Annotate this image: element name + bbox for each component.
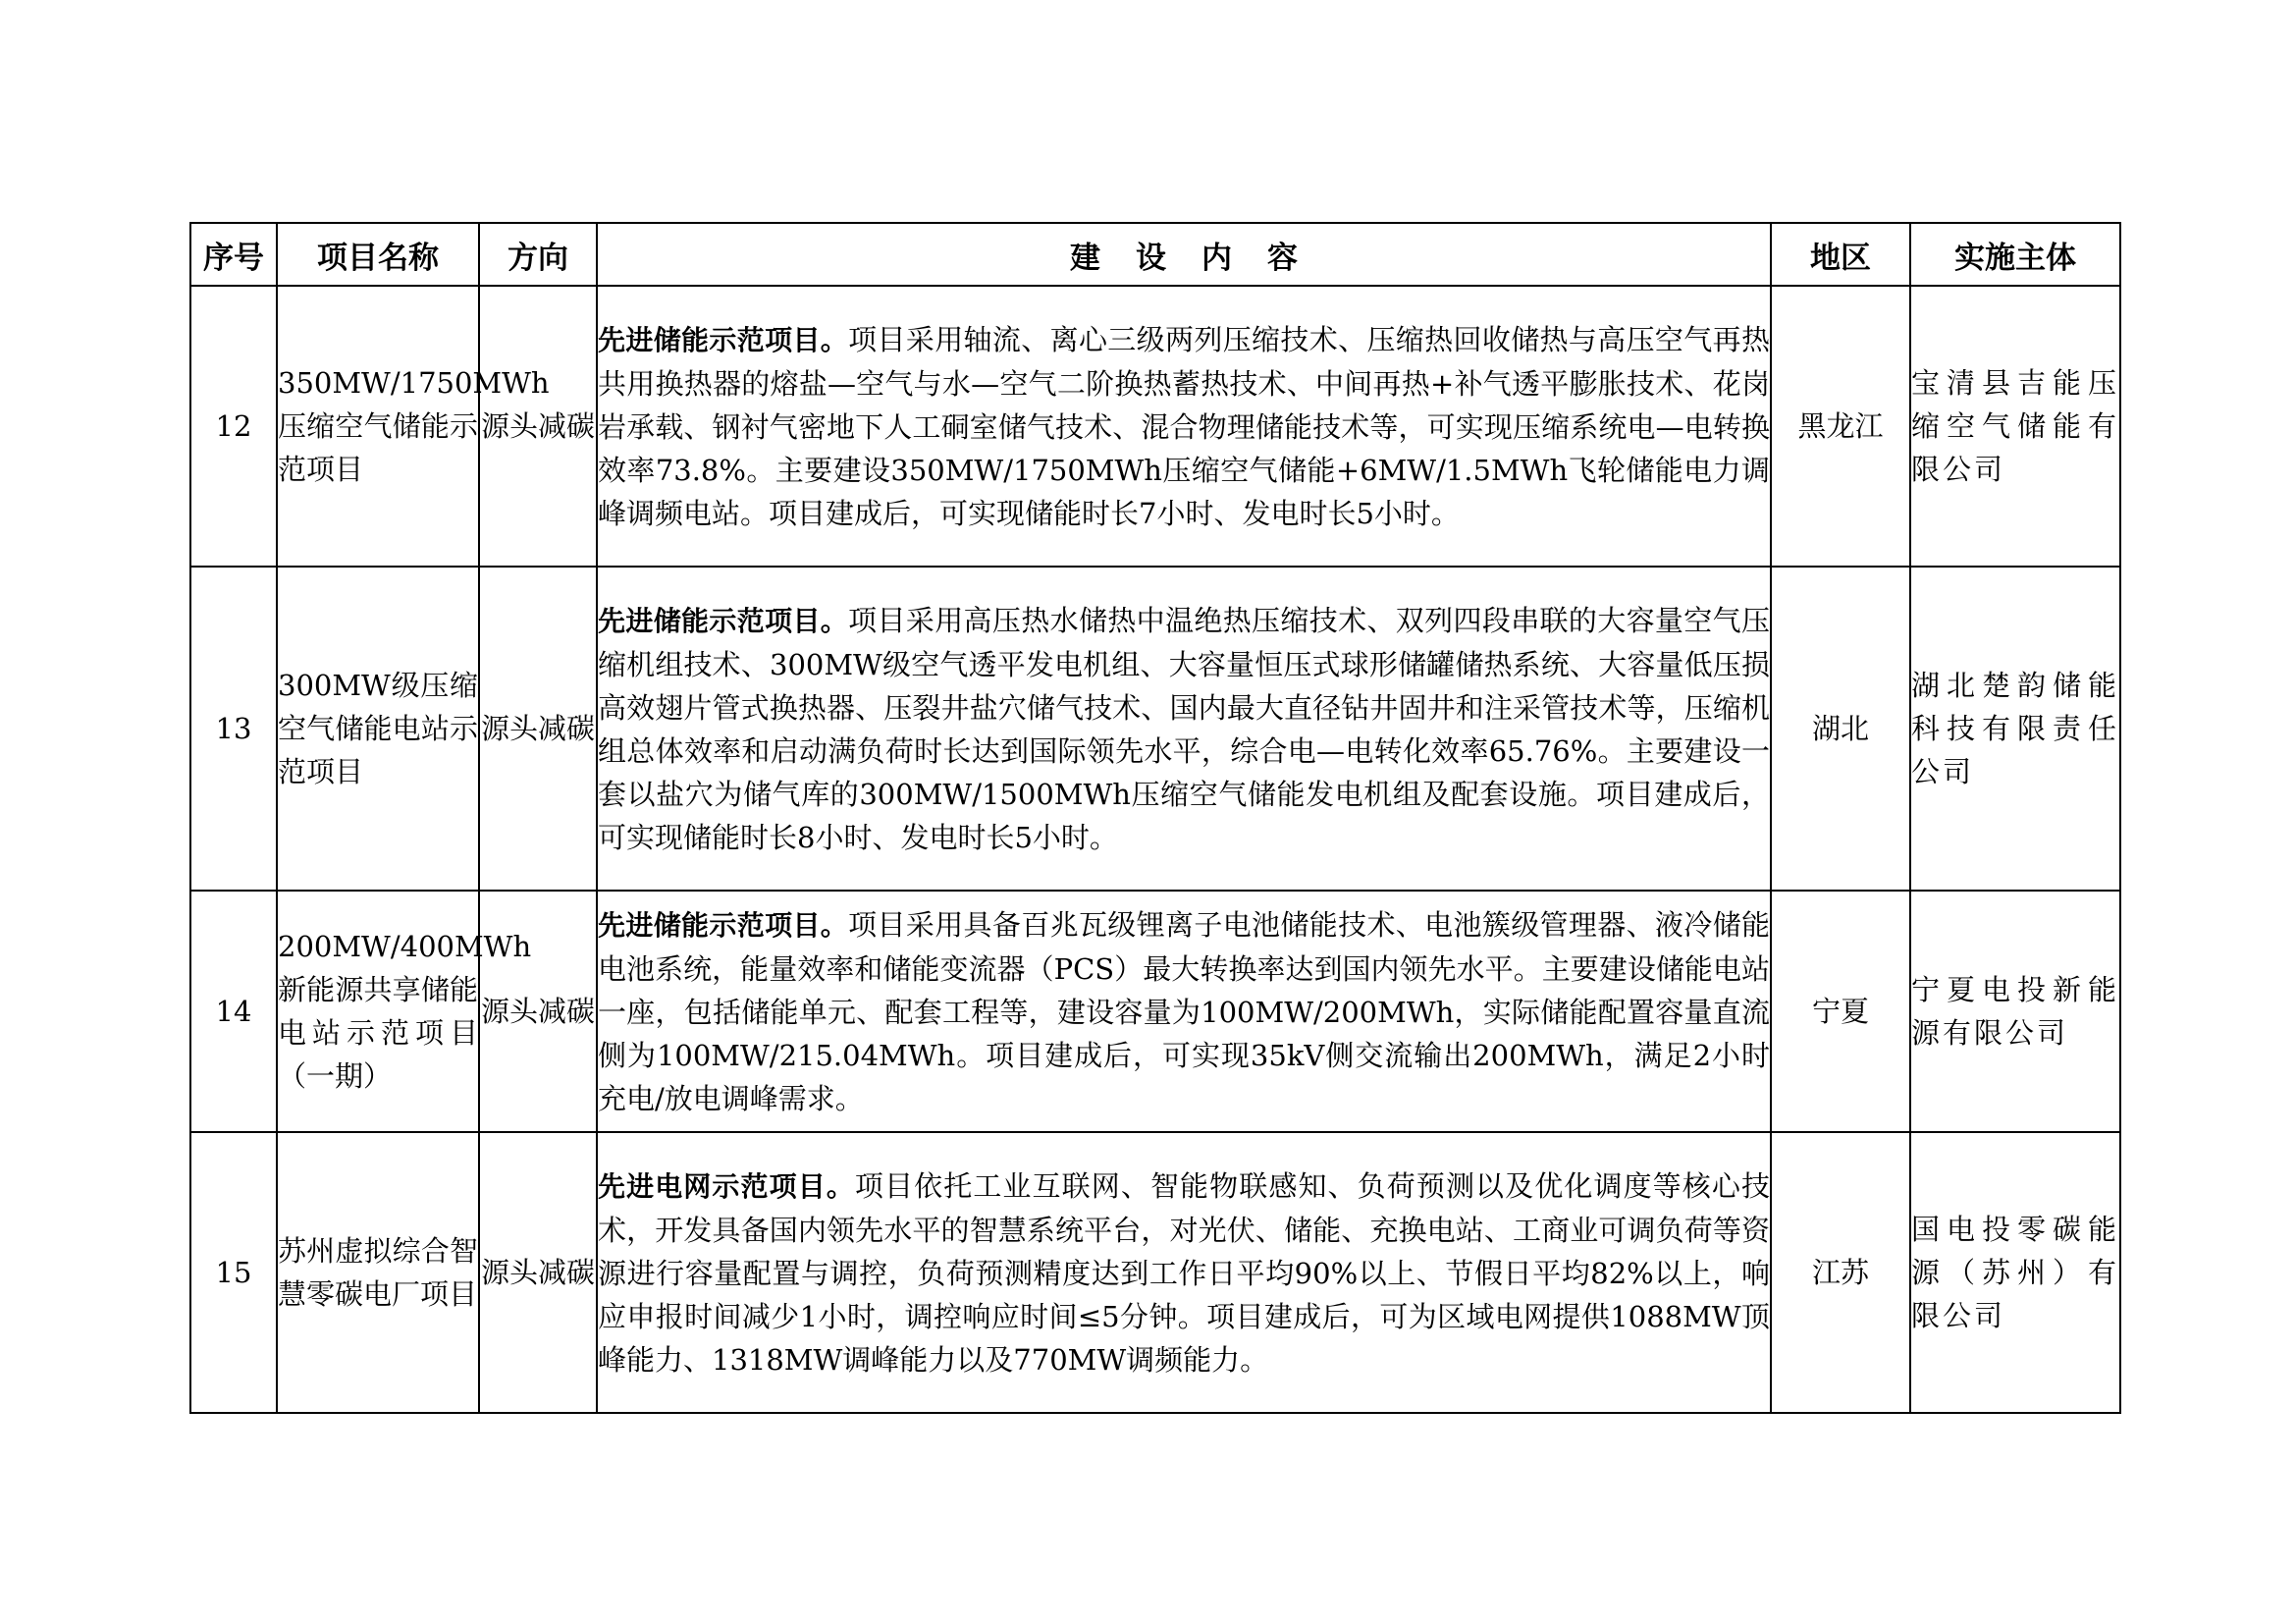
project-direction: 源头减碳 (479, 567, 597, 891)
project-entity: 宝清县吉能压缩空气储能有限公司 (1910, 286, 2120, 567)
table-row (190, 1132, 2120, 1413)
header-name: 项目名称 (277, 223, 479, 286)
project-region: 黑龙江 (1771, 286, 1910, 567)
project-name: 300MW级压缩空气储能电站示范项目 (277, 567, 479, 891)
project-entity: 湖北楚韵储能科技有限责任公司 (1910, 567, 2120, 891)
project-name: 苏州虚拟综合智慧零碳电厂项目 (277, 1132, 479, 1413)
content-text: 项目采用具备百兆瓦级锂离子电池储能技术、电池簇级管理器、液冷储能电池系统，能量效率和储能变流器（PCS）最大转换率达到国内领先水平。主要建设储能电站一座，包括储能单元、配套工程等，建设容量为100MW/200MWh，实际储能配置容量直流侧为100MW/215.04MWh。项目建成后，可实现35kV侧交流输出200MWh，满足2小时充电/放电调峰需求。 (598, 907, 1770, 1115)
table-header-row (190, 223, 2120, 286)
header-region: 地区 (1771, 223, 1910, 286)
content-text: 项目采用高压热水储热中温绝热压缩技术、双列四段串联的大容量空气压缩机组技术、300MW级空气透平发电机组、大容量恒压式球形储罐储热系统、大容量低压损高效翅片管式换热器、压裂井盐穴储气技术、国内最大直径钻井固井和注采管技术等，压缩机组总体效率和启动满负荷时长达到国际领先水平，综合电—电转化效率65.76%。主要建设一套以盐穴为储气库的300MW/1500MWh压缩空气储能发电机组及配套设施。项目建成后，可实现储能时长8小时、发电时长5小时。 (598, 603, 1770, 854)
project-name: 350MW/1750MWh压缩空气储能示范项目 (277, 286, 479, 567)
project-region: 宁夏 (1771, 891, 1910, 1132)
project-region: 湖北 (1771, 567, 1910, 891)
content-text: 项目采用轴流、离心三级两列压缩技术、压缩热回收储热与高压空气再热共用换热器的熔盐—空气与水—空气二阶换热蓄热技术、中间再热+补气透平膨胀技术、花岗岩承载、钢衬气密地下人工硐室储气技术、混合物理储能技术等，可实现压缩系统电—电转换效率73.8%。主要建设350MW/1750MWh压缩空气储能+6MW/1.5MWh飞轮储能电力调峰调频电站。项目建成后，可实现储能时长7小时、发电时长5小时。 (598, 322, 1770, 530)
project-direction: 源头减碳 (479, 891, 597, 1132)
project-table (189, 222, 2121, 1414)
content-text: 项目依托工业互联网、智能物联感知、负荷预测以及优化调度等核心技术，开发具备国内领先水平的智慧系统平台，对光伏、储能、充换电站、工商业可调负荷等资源进行容量配置与调控，负荷预测精度达到工作日平均90%以上、节假日平均82%以上，响应申报时间减少1小时，调控响应时间≤5分钟。项目建成后，可为区域电网提供1088MW顶峰能力、1318MW调峰能力以及770MW调频能力。 (598, 1168, 1770, 1377)
header-direction: 方向 (479, 223, 597, 286)
table-row (190, 567, 2120, 891)
content-lead: 先进电网示范项目。 (598, 1169, 855, 1203)
project-region: 江苏 (1771, 1132, 1910, 1413)
table-row (190, 286, 2120, 567)
project-content (597, 891, 1771, 1132)
table-row (190, 891, 2120, 1132)
header-content: 建设内容 (597, 223, 1771, 286)
content-lead: 先进储能示范项目。 (598, 908, 849, 942)
row-index: 13 (190, 567, 277, 891)
project-entity: 宁夏电投新能源有限公司 (1910, 891, 2120, 1132)
header-entity: 实施主体 (1910, 223, 2120, 286)
content-lead: 先进储能示范项目。 (598, 323, 849, 356)
header-index: 序号 (190, 223, 277, 286)
project-content (597, 567, 1771, 891)
project-entity: 国电投零碳能源（苏州）有限公司 (1910, 1132, 2120, 1413)
row-index: 14 (190, 891, 277, 1132)
content-lead: 先进储能示范项目。 (598, 604, 849, 637)
project-direction: 源头减碳 (479, 1132, 597, 1413)
project-name: 200MW/400MWh新能源共享储能电站示范项目（一期） (277, 891, 479, 1132)
row-index: 12 (190, 286, 277, 567)
project-content (597, 1132, 1771, 1413)
project-direction: 源头减碳 (479, 286, 597, 567)
row-index: 15 (190, 1132, 277, 1413)
project-content (597, 286, 1771, 567)
